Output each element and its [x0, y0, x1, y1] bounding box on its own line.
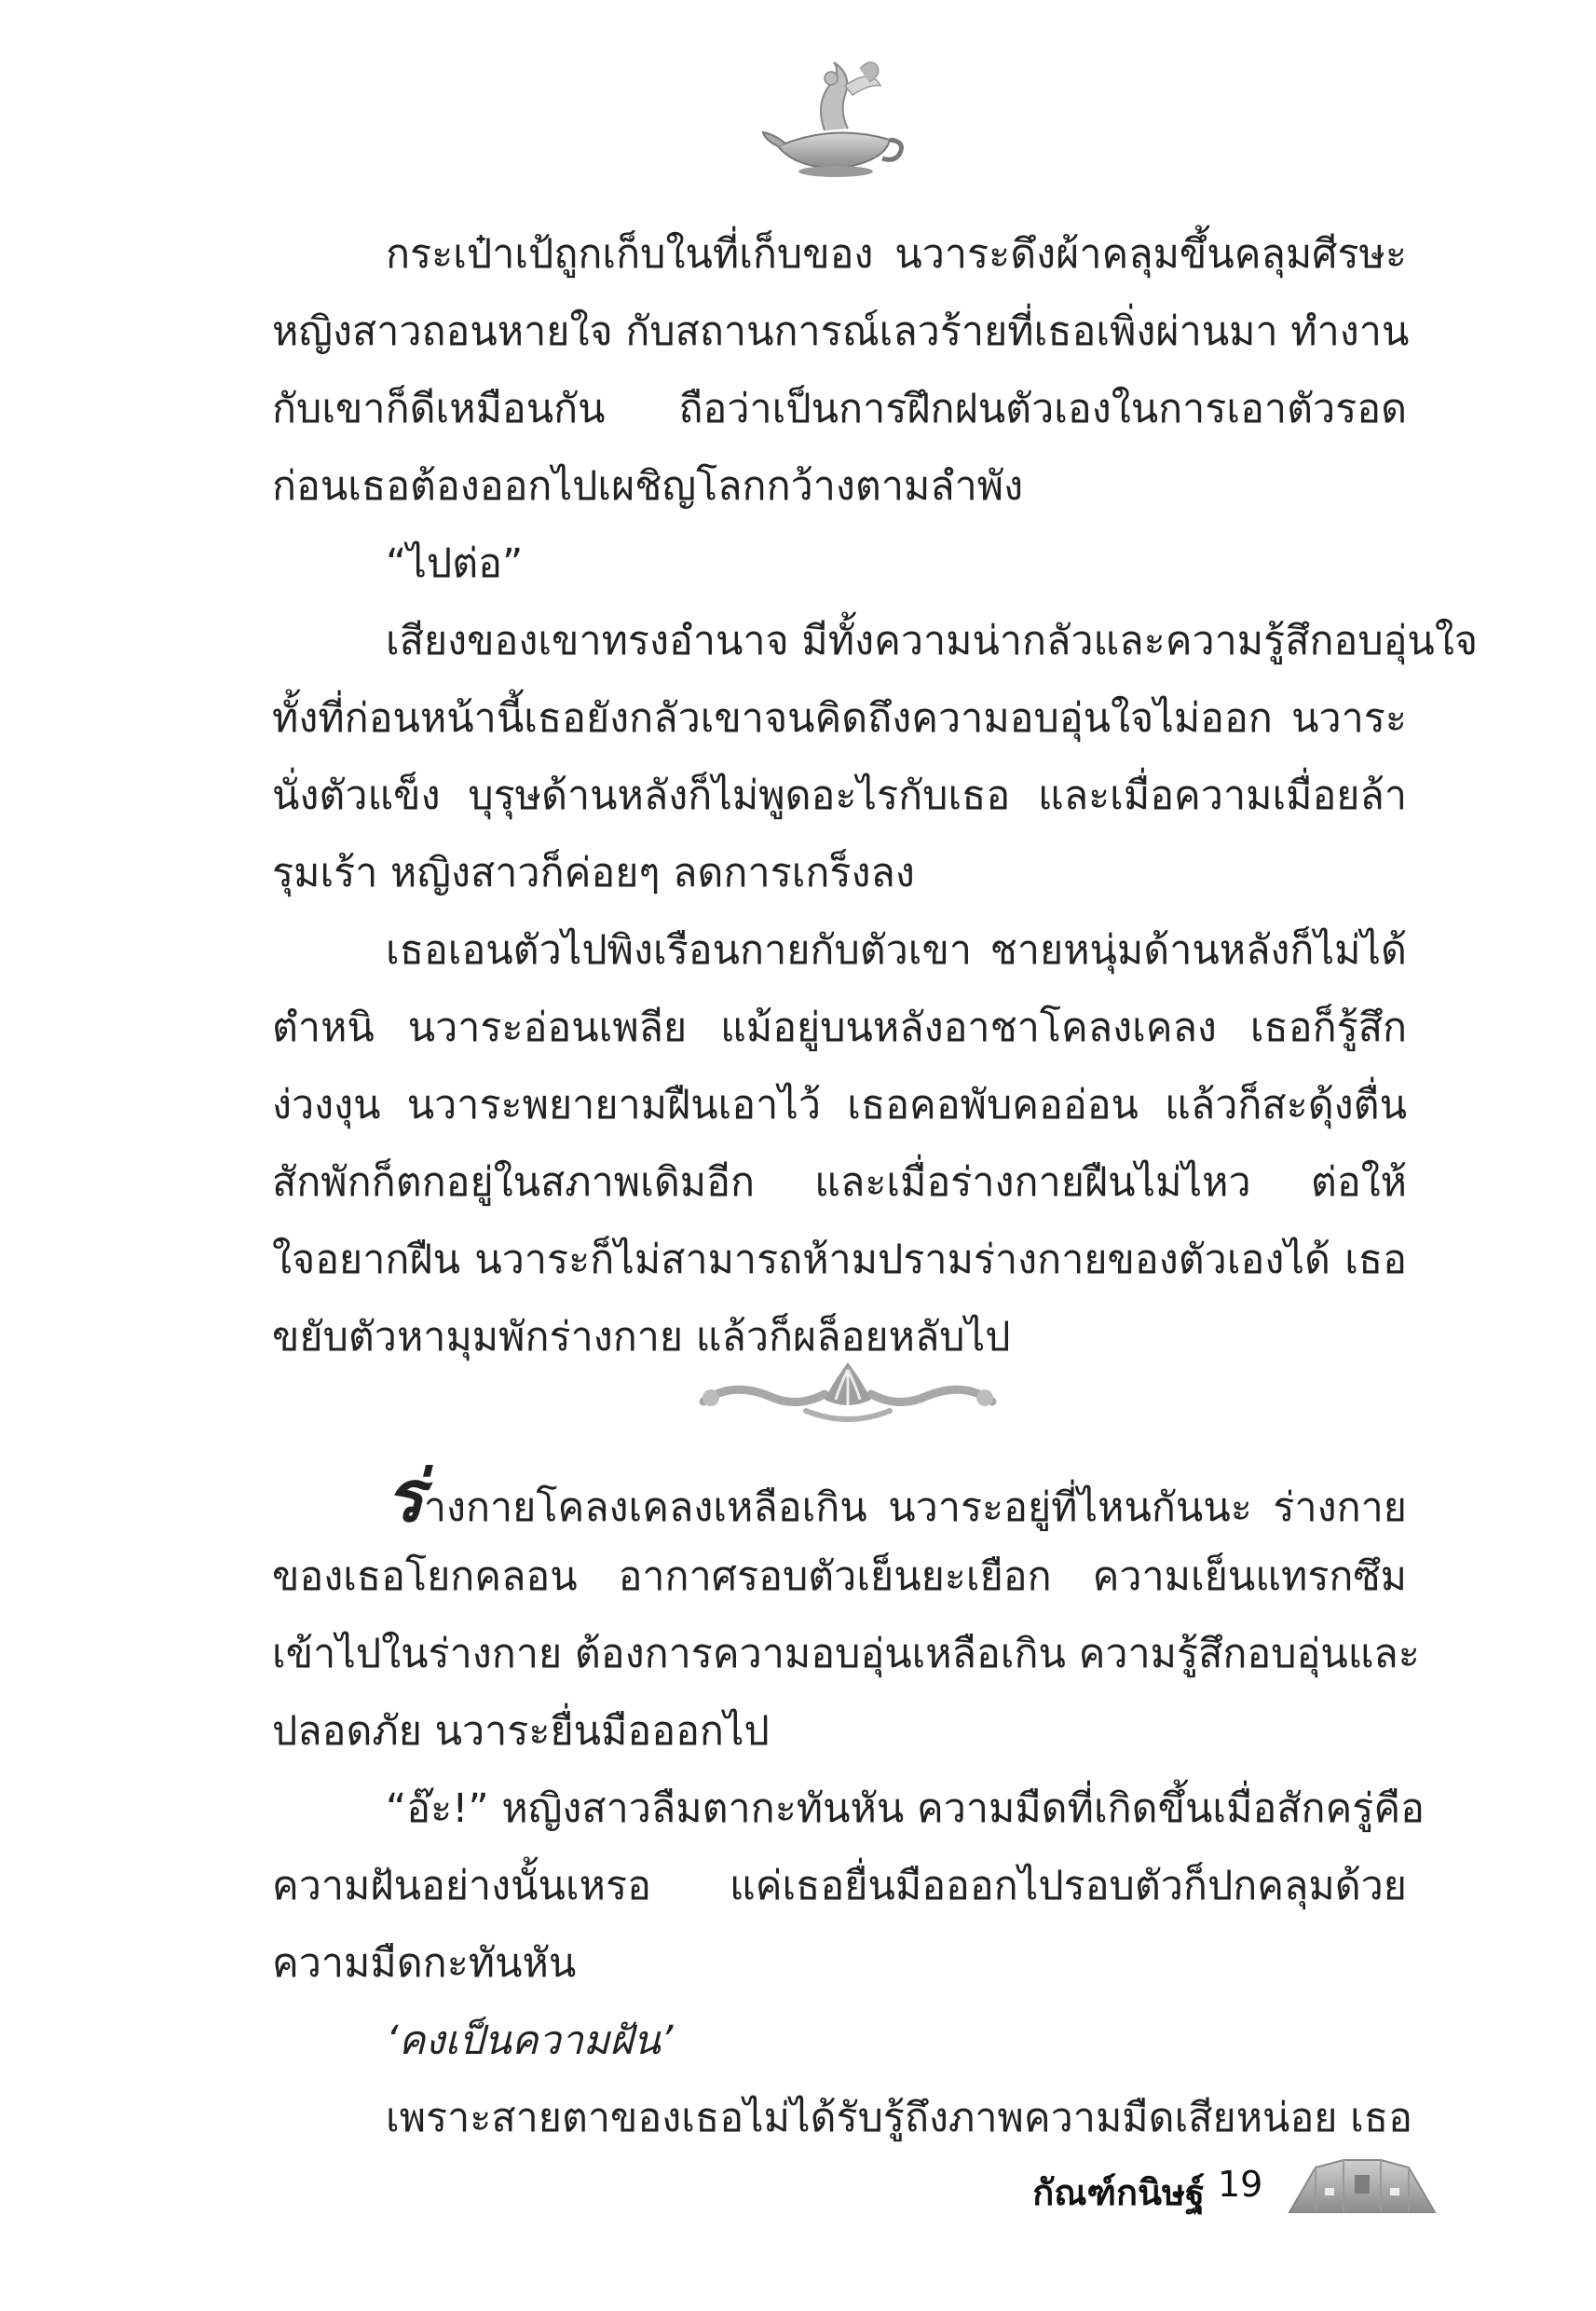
text-line: ของเธอโยกคลอน อากาศรอบตัวเย็นยะเยือก ความเย็นแทรกซึม — [272, 1553, 1407, 1600]
text-line: เธอเอนตัวไปพิงเรือนกายกับตัวเขา ชายหนุ่มด้านหลังก็ไม่ได้ — [386, 927, 1407, 974]
book-title: กัณฑ์กนิษฐ์ — [1032, 2172, 1205, 2213]
text-line: ก่อนเธอต้องออกไปเผชิญโลกกว้างตามลำพัง — [272, 463, 1024, 510]
text-line: ขยับตัวหามุมพักร่างกาย แล้วก็ผล็อยหลับไป — [272, 1314, 1011, 1361]
text-line: ความฝันอย่างนั้นเหรอ แค่เธอยื่นมือออกไปรอบตัวก็ปกคลุมด้วย — [272, 1863, 1407, 1909]
text-line: หญิงสาวถอนหายใจ กับสถานการณ์เลวร้ายที่เธอเพิ่งผ่านมา ทำงาน — [272, 308, 1410, 355]
text-line: “ไปต่อ” — [386, 540, 524, 587]
text-line: ตำหนิ นวาระอ่อนเพลีย แม้อยู่บนหลังอาชาโคลงเคลง เธอก็รู้สึก — [272, 1005, 1407, 1051]
text-line: นั่งตัวแข็ง บุรุษด้านหลังก็ไม่พูดอะไรกับเธอ และเมื่อความเมื่อยล้า — [272, 773, 1407, 819]
text-line: เพราะสายตาของเธอไม่ได้รับรู้ถึงภาพความมืดเสียหน่อย เธอ — [386, 2095, 1412, 2141]
scroll-flourish-ornament — [694, 1353, 1002, 1437]
text-line: ร่างกายโคลงเคลงเหลือเกิน นวาระอยู่ที่ไหนกันนะ ร่างกาย — [386, 1455, 1407, 1538]
teacup-fairy-ornament — [759, 58, 908, 179]
text-line: รุมเร้า หญิงสาวก็ค่อยๆ ลดการเกร็งลง — [272, 850, 915, 896]
text-line: “อ๊ะ!” หญิงสาวลืมตากะทันหัน ความมืดที่เกิดขึ้นเมื่อสักครู่คือ — [386, 1785, 1425, 1832]
text-line: เข้าไปในร่างกาย ต้องการความอบอุ่นเหลือเกิน ความรู้สึกอบอุ่นและ — [272, 1631, 1420, 1677]
text-line: ความมืดกะทันหัน — [272, 1940, 577, 1987]
text-line: กับเขาก็ดีเหมือนกัน ถือว่าเป็นการฝึกฝนตัวเองในการเอาตัวรอด — [272, 386, 1407, 432]
text-block-part1 — [272, 216, 1479, 1376]
text-block-part2 — [272, 1455, 1425, 2157]
page-footer — [0, 2143, 1596, 2227]
text-line: ทั้งที่ก่อนหน้านี้เธอยังกลัวเขาจนคิดถึงความอบอุ่นใจไม่ออก นวาระ — [272, 695, 1407, 742]
text-line: เสียงของเขาทรงอำนาจ มีทั้งความน่ากลัวและความรู้สึกอบอุ่นใจ — [386, 618, 1479, 664]
page-number: 19 — [1218, 2164, 1263, 2205]
text-line: ปลอดภัย นวาระยื่นมือออกไป — [272, 1708, 770, 1755]
text-line: กระเป๋าเป้ถูกเก็บในที่เก็บของ นวาระดึงผ้าคลุมขึ้นคลุมศีรษะ — [386, 231, 1407, 278]
drop-cap: ร่ — [386, 1455, 424, 1538]
text-line: ง่วงงุน นวาระพยายามฝืนเอาไว้ เธอคอพับคออ่อน แล้วก็สะดุ้งตื่น — [272, 1082, 1407, 1128]
page-tab-ornament — [1288, 2151, 1437, 2218]
text-line: ใจอยากฝืน นวาระก็ไม่สามารถห้ามปรามร่างกายของตัวเองได้ เธอ — [272, 1237, 1407, 1283]
text-line: สักพักก็ตกอยู่ในสภาพเดิมอีก และเมื่อร่างกายฝืนไม่ไหว ต่อให้ — [272, 1159, 1407, 1206]
text-line: ‘คงเป็นความฝัน’ — [386, 2017, 674, 2064]
